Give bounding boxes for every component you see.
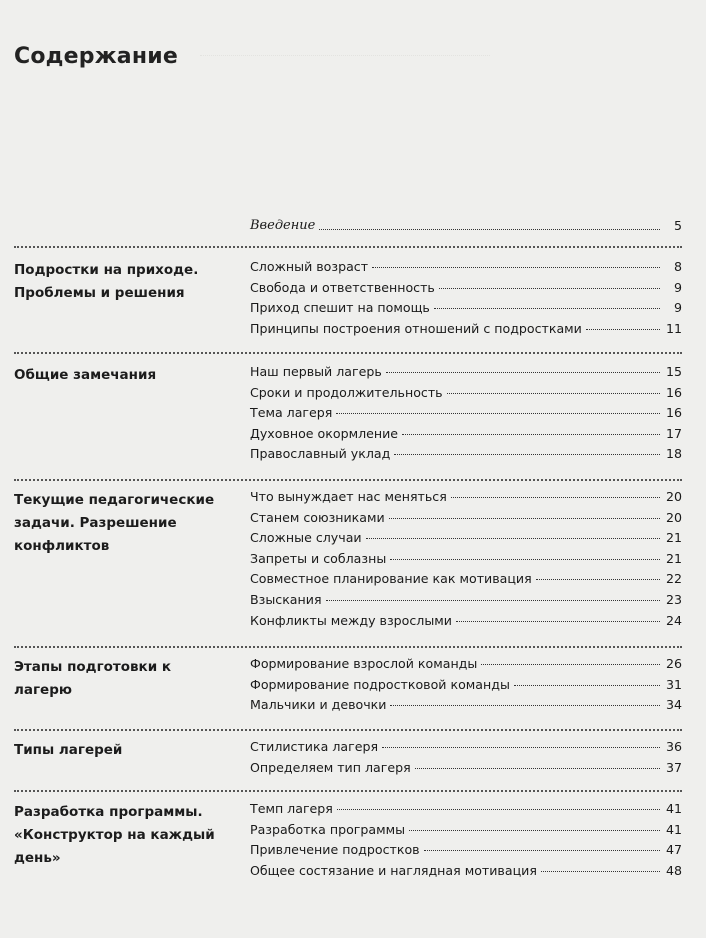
section-divider	[14, 729, 682, 731]
toc-entry-page: 5	[673, 218, 682, 233]
section-divider	[14, 646, 682, 648]
dot-leader	[382, 747, 660, 748]
toc-entry-page: 15	[665, 364, 682, 379]
toc-entry[interactable]	[250, 571, 682, 592]
toc-entry-page: 41	[665, 801, 682, 816]
toc-entry[interactable]	[250, 677, 682, 698]
section-title: Общие замечания	[14, 367, 157, 383]
toc-entry[interactable]	[250, 801, 682, 822]
section-divider	[14, 352, 682, 354]
toc-entry-label: Сложные случаи	[250, 530, 362, 546]
toc-entry[interactable]	[250, 364, 682, 385]
toc-entry[interactable]	[250, 613, 682, 634]
toc-entry[interactable]	[250, 510, 682, 531]
toc-entry[interactable]	[250, 426, 682, 447]
toc-entry-page: 16	[665, 405, 682, 421]
toc-entry-label: Свобода и ответственность	[250, 279, 435, 295]
toc-entry-label: Православный уклад	[250, 446, 391, 462]
toc-entry[interactable]	[250, 551, 682, 572]
dot-leader	[372, 267, 660, 268]
toc-entry[interactable]	[250, 300, 682, 321]
toc-entry[interactable]	[250, 592, 682, 613]
toc-entry-page: 36	[665, 739, 682, 754]
page-title: Содержание	[14, 44, 178, 69]
toc-entry[interactable]	[250, 697, 682, 718]
toc-entry-page: 48	[665, 862, 682, 878]
toc-entry-page: 17	[665, 425, 682, 441]
section-entries	[250, 259, 682, 341]
toc-entry-label: Темп лагеря	[250, 801, 333, 816]
dot-leader	[390, 559, 660, 560]
toc-entry-page: 41	[665, 821, 682, 837]
toc-entry[interactable]	[250, 259, 682, 280]
toc-entry-page: 20	[665, 509, 682, 525]
toc-entry[interactable]	[250, 842, 682, 863]
dot-leader	[386, 372, 660, 373]
toc-entry-label: Станем союзниками	[250, 509, 385, 525]
toc-entry[interactable]	[250, 385, 682, 406]
toc-entry-label: Мальчики и девочки	[250, 697, 387, 713]
toc-entry-page: 9	[673, 279, 682, 295]
section-divider	[14, 790, 682, 792]
dot-leader	[390, 705, 660, 706]
toc-entry[interactable]	[250, 446, 682, 467]
toc-entry[interactable]	[250, 863, 682, 884]
toc-entry-label: Взыскания	[250, 591, 322, 607]
toc-entry-label: Что вынуждает нас меняться	[250, 489, 447, 504]
toc-entry[interactable]	[250, 280, 682, 301]
toc-entry-page: 37	[665, 759, 682, 775]
dot-leader	[541, 871, 660, 872]
toc-entry-label: Конфликты между взрослыми	[250, 612, 452, 628]
toc-entry-label: Общее состязание и наглядная мотивация	[250, 862, 537, 878]
toc-entry-page: 18	[665, 446, 682, 462]
bleed-through-texture	[200, 55, 490, 176]
toc-entry[interactable]	[250, 822, 682, 843]
toc-entry-label: Приход спешит на помощь	[250, 300, 430, 316]
toc-entry-label: Духовное окормление	[250, 425, 399, 441]
toc-entry-page: 11	[665, 320, 682, 336]
toc-entry-label: Наш первый лагерь	[250, 364, 382, 379]
dot-leader	[415, 768, 660, 769]
section-title: Разработка программы. «Конструктор на каждый день»	[14, 804, 215, 866]
dot-leader	[336, 413, 660, 414]
dot-leader	[337, 809, 660, 810]
section-entries	[250, 489, 682, 633]
toc-entry-label: Совместное планирование как мотивация	[250, 571, 532, 587]
dot-leader	[481, 664, 660, 665]
dot-leader	[434, 308, 660, 309]
dot-leader	[439, 288, 660, 289]
toc-entry-page: 34	[665, 697, 682, 713]
toc-entry-page: 21	[665, 550, 682, 566]
section-title: Текущие педагогические задачи. Разрешение конфликтов	[14, 492, 215, 554]
dot-leader	[366, 538, 660, 539]
toc-entry-page: 31	[665, 676, 682, 692]
dot-leader	[424, 850, 660, 851]
dot-leader	[451, 497, 660, 498]
section-entries	[250, 801, 682, 883]
toc-entry-page: 16	[665, 384, 682, 400]
dot-leader	[456, 621, 660, 622]
toc-entry-label: Принципы построения отношений с подростками	[250, 320, 582, 336]
toc-entry[interactable]	[250, 405, 682, 426]
dot-leader	[389, 518, 660, 519]
toc-entry-page: 22	[665, 571, 682, 587]
toc-entry-page: 20	[665, 489, 682, 504]
toc-entry[interactable]	[250, 530, 682, 551]
dot-leader	[447, 393, 660, 394]
toc-entry-page: 24	[665, 612, 682, 628]
toc-entry[interactable]	[250, 739, 682, 760]
section-title: Этапы подготовки к лагерю	[14, 659, 172, 698]
toc-entry-page: 8	[673, 259, 682, 274]
toc-entry-label: Стилистика лагеря	[250, 739, 379, 754]
dot-leader	[409, 830, 660, 831]
toc-entry-label: Сложный возраст	[250, 259, 369, 274]
bleed-through-texture-right	[500, 50, 700, 200]
toc-entry-label: Тема лагеря	[250, 405, 333, 421]
toc-entry-label: Разработка программы	[250, 821, 406, 837]
toc-entry-label: Сроки и продолжительность	[250, 384, 443, 400]
dot-leader	[394, 454, 660, 455]
toc-entry-label: Формирование подростковой команды	[250, 676, 510, 692]
dot-leader	[536, 579, 660, 580]
section-entries	[250, 739, 682, 780]
toc-entry-label: Определяем тип лагеря	[250, 759, 411, 775]
toc-entry-label: Привлечение подростков	[250, 842, 420, 858]
toc-entry-label: Введение	[250, 218, 316, 233]
dot-leader	[326, 600, 660, 601]
toc-entry-label: Формирование взрослой команды	[250, 656, 478, 671]
toc-entry-page: 21	[665, 530, 682, 546]
dot-leader	[586, 329, 660, 330]
toc-entry[interactable]	[250, 760, 682, 781]
section-title: Типы лагерей	[14, 742, 123, 758]
toc-entry[interactable]	[250, 321, 682, 342]
section-title: Подростки на приходе. Проблемы и решения	[14, 262, 199, 301]
toc-entry-label: Запреты и соблазны	[250, 550, 387, 566]
section-entries	[250, 656, 682, 718]
toc-entry-page: 47	[665, 842, 682, 858]
dot-leader	[319, 215, 660, 230]
section-divider	[14, 246, 682, 248]
toc-entry-page: 23	[665, 591, 682, 607]
dot-leader	[402, 434, 660, 435]
section-divider	[14, 479, 682, 481]
toc-intro-entry[interactable]	[250, 218, 682, 233]
toc-entry[interactable]	[250, 489, 682, 510]
toc-entry[interactable]	[250, 656, 682, 677]
section-entries	[250, 364, 682, 467]
toc-entry-page: 26	[665, 656, 682, 671]
toc-entry-page: 9	[673, 300, 682, 316]
dot-leader	[514, 685, 660, 686]
